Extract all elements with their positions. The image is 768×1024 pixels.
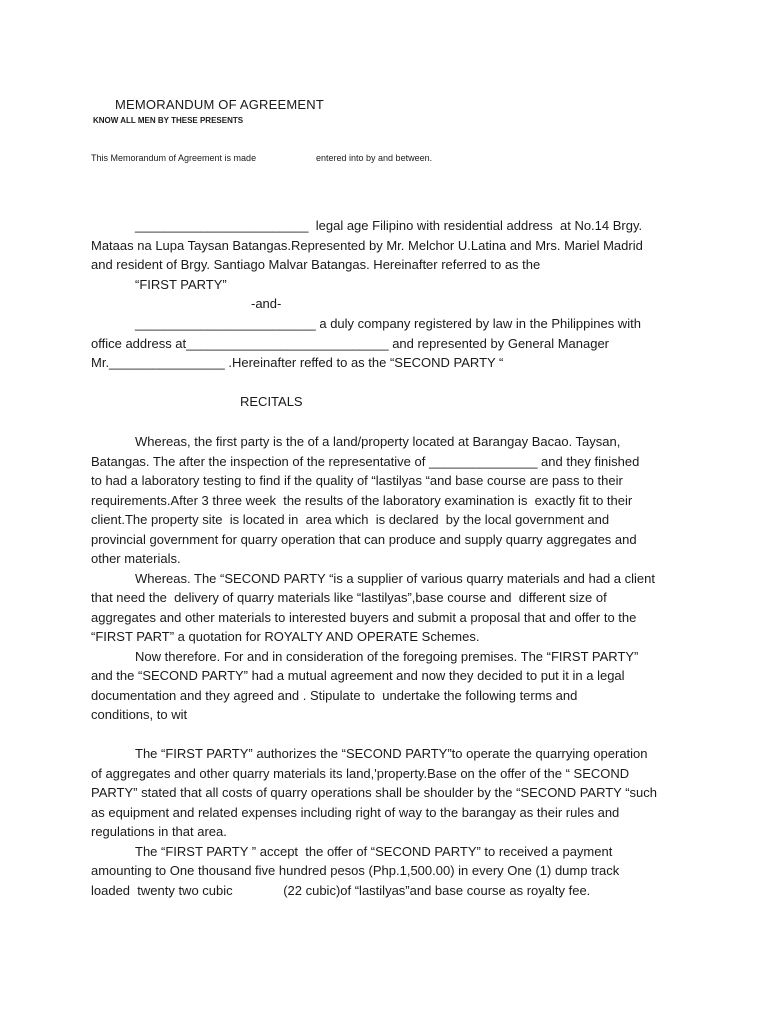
first-party-paragraph [91, 216, 681, 314]
paragraph-line: documentation and they agreed and . Stipulate to undertake the following terms and [91, 687, 578, 703]
paragraph-line: and the “SECOND PARTY” had a mutual agreement and now they decided to put it in a legal [91, 668, 625, 683]
paragraph-line: Now therefore. For and in consideration of the foregoing premises. The “FIRST PARTY” [135, 648, 639, 664]
document-subtitle: KNOW ALL MEN BY THESE PRESENTS [93, 116, 244, 125]
paragraph-line: amounting to One thousand five hundred pesos (Php.1,500.00) in every One (1) dump track [91, 863, 620, 878]
paragraph-line: Batangas. The after the inspection of the representative of _______________ and they finished [91, 453, 640, 469]
paragraph-line: requirements.After 3 three week the results of the laboratory examination is exactly fit to their [91, 492, 633, 508]
document-title: MEMORANDUM OF AGREEMENT [115, 97, 324, 112]
paragraph-line: Whereas, the first party is the of a land/property located at Barangay Bacao. Taysan, [135, 434, 621, 449]
paragraph-line: regulations in that area. [91, 824, 227, 839]
paragraph-line: The “FIRST PARTY” authorizes the “SECOND PARTY”to operate the quarrying operation [135, 746, 648, 761]
paragraph-line: office address at____________________________ and represented by General Manager [91, 335, 610, 351]
paragraph-line: loaded twenty two cubic (22 cubic)of “lastilyas”and base course as royalty fee. [91, 882, 591, 898]
paragraph-line: conditions, to wit [91, 707, 188, 722]
paragraph-line: The “FIRST PARTY ” accept the offer of “SECOND PARTY” to received a payment [135, 843, 613, 859]
paragraph-line: _________________________ a duly company registered by law in the Philippines with [135, 316, 641, 331]
paragraph-line: of aggregates and other quarry materials its land,'property.Base on the offer of the “ SECOND [91, 765, 630, 781]
paragraph-line: other materials. [91, 551, 181, 566]
paragraph-line: provincial government for quarry operation that can produce and supply quarry aggregates and [91, 531, 637, 547]
paragraph-line: that need the delivery of quarry materials like “lastilyas”,base course and different size of [91, 590, 607, 605]
paragraph-line: ________________________ legal age Filipino with residential address at No.14 Brgy. [135, 218, 643, 233]
intro-text-right: entered into by and between. [316, 153, 433, 163]
paragraph-line: and resident of Brgy. Santiago Malvar Batangas. Hereinafter referred to as the [91, 257, 541, 272]
paragraph-line: client.The property site is located in area which is declared by the local government and [91, 512, 610, 527]
paragraph-line: Whereas. The “SECOND PARTY “is a supplier of various quarry materials and had a client [135, 570, 655, 586]
second-party-paragraph [91, 314, 681, 373]
recitals-heading: RECITALS [240, 394, 303, 409]
paragraph-line: Mr.________________ .Hereinafter reffed to as the “SECOND PARTY “ [91, 355, 504, 370]
paragraph-line: PARTY” stated that all costs of quarry operations shall be shoulder by the “SECOND PARTY “such [91, 785, 658, 800]
terms-body [91, 744, 681, 900]
paragraph-line: aggregates and other materials to interested buyers and submit a proposal that and offer to the [91, 609, 637, 625]
paragraph-line: as equipment and related expenses including right of way to the barangay as their rules and [91, 804, 620, 820]
paragraph-line: Mataas na Lupa Taysan Batangas.Represented by Mr. Melchor U.Latina and Mrs. Mariel Madrid [91, 237, 643, 253]
and-separator: -and- [251, 296, 282, 311]
recitals-body [91, 432, 681, 725]
paragraph-line: “FIRST PART” a quotation for ROYALTY AND OPERATE Schemes. [91, 629, 480, 644]
first-party-label: “FIRST PARTY” [135, 276, 227, 292]
intro-text-left: This Memorandum of Agreement is made [91, 153, 257, 163]
paragraph-line: to had a laboratory testing to find if the quality of “lastilyas “and base course are pass to their [91, 473, 623, 488]
